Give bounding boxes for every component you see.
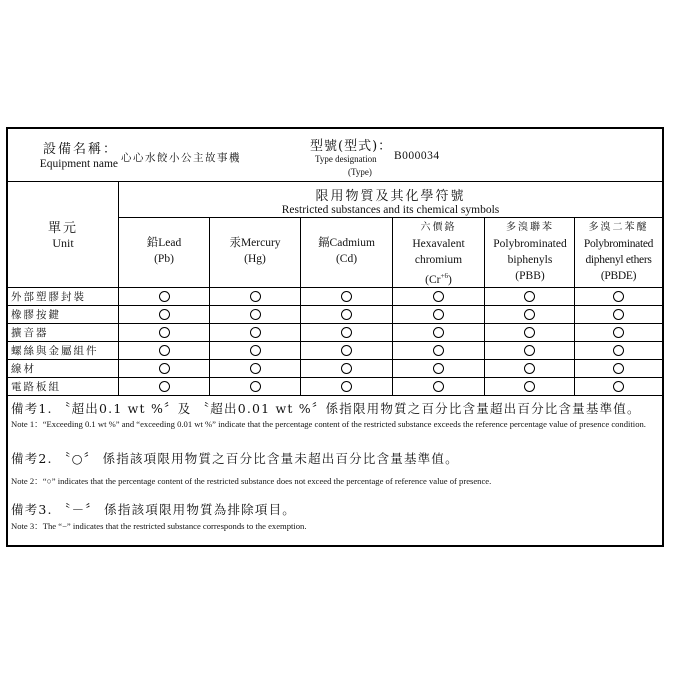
circle-icon (524, 309, 535, 320)
compliance-cell (485, 360, 574, 377)
compliance-cell (210, 306, 300, 323)
circle-icon (613, 363, 624, 374)
circle-icon (341, 291, 352, 302)
row-unit-label: 線材 (11, 362, 36, 375)
unit-header-en: Unit (52, 236, 74, 250)
note-1-en: Note 1：“Exceeding 0.1 wt %” and “exceeding 0.01 wt %” indicate that the percentage content of the restricted substance exceeds the reference percentage value of presence condition. (11, 419, 646, 429)
column-header-hexavalent-chromium (393, 220, 484, 288)
compliance-cell (119, 378, 209, 395)
type-label-en-sub: (Type) (348, 167, 372, 177)
column-header-mercury (210, 235, 300, 267)
column-header-line: 鎘Cadmium (318, 237, 375, 249)
compliance-cell (393, 342, 484, 359)
compliance-cell (575, 306, 662, 323)
compliance-cell (210, 324, 300, 341)
circle-icon (613, 327, 624, 338)
compliance-cell (393, 324, 484, 341)
column-header-line: (Hg) (244, 253, 266, 265)
row-unit-label: 螺絲與金屬組件 (11, 344, 99, 357)
substances-header-en: Restricted substances and its chemical symbols (281, 204, 500, 216)
circle-icon (524, 327, 535, 338)
column-header-pbde (575, 220, 662, 284)
type-label-zh: 型號(型式)： (310, 139, 393, 154)
compliance-cell (485, 288, 574, 305)
substances-header-zh: 限用物質及其化學符號 (315, 189, 466, 204)
compliance-cell (575, 342, 662, 359)
column-header-line: (PBB) (515, 270, 545, 282)
circle-icon (159, 327, 170, 338)
compliance-cell (301, 324, 392, 341)
circle-icon (613, 381, 624, 392)
compliance-cell (301, 306, 392, 323)
unit-header-zh: 單元 (47, 221, 78, 236)
circle-icon (159, 309, 170, 320)
type-label-en: Type designation (315, 154, 377, 164)
row-unit-label: 橡膠按鍵 (11, 308, 61, 321)
circle-icon (433, 363, 444, 374)
column-header-line: 汞Mercury (229, 237, 281, 249)
compliance-cell (393, 360, 484, 377)
column-header-lead (119, 235, 209, 267)
column-header-cadmium (301, 235, 392, 267)
note-3-en: Note 3：The “−” indicates that the restricted substance corresponds to the exemption. (11, 521, 307, 531)
compliance-cell (301, 342, 392, 359)
column-header-pbb (485, 220, 575, 284)
compliance-cell (485, 306, 574, 323)
column-header-line (393, 268, 484, 288)
column-header-line: biphenyls (507, 254, 553, 266)
circle-icon (341, 327, 352, 338)
circle-icon (159, 345, 170, 356)
divider (8, 181, 662, 182)
column-header-line: Polybrominated (493, 238, 567, 250)
circle-icon (341, 363, 352, 374)
compliance-cell (575, 360, 662, 377)
row-unit-label: 電路板組 (11, 380, 61, 393)
note-2-zh: 備考2. 〝○〞 係指該項限用物質之百分比含量未超出百分比含量基準值。 (11, 451, 459, 466)
circle-icon (524, 345, 535, 356)
compliance-cell (210, 288, 300, 305)
circle-icon (433, 381, 444, 392)
compliance-cell (119, 342, 209, 359)
row-unit-label: 外部塑膠封裝 (11, 290, 86, 303)
compliance-cell (119, 324, 209, 341)
column-header-line: chromium (414, 254, 463, 266)
column-header-line: Hexavalent (412, 238, 465, 250)
column-header-line: (PBDE) (600, 270, 637, 282)
compliance-cell (210, 360, 300, 377)
equipment-name-value: 心心水餃小公主故事機 (121, 152, 241, 164)
column-header-line: 六價鉻 (420, 222, 457, 233)
compliance-cell (393, 288, 484, 305)
circle-icon (250, 327, 261, 338)
circle-icon (613, 309, 624, 320)
equipment-label-zh: 設備名稱： (42, 142, 118, 157)
note-3-zh: 備考3. 〝－〞 係指該項限用物質為排除項目。 (11, 502, 296, 517)
circle-icon (613, 291, 624, 302)
compliance-cell (119, 306, 209, 323)
compliance-cell (119, 360, 209, 377)
column-header-line: (Pb) (154, 253, 174, 265)
column-header-line: 多溴二苯醚 (588, 222, 649, 233)
circle-icon (341, 381, 352, 392)
compliance-cell (210, 378, 300, 395)
chromium-symbol: $(Cr^{+6})$ (425, 272, 452, 286)
compliance-cell (393, 306, 484, 323)
circle-icon (433, 291, 444, 302)
circle-icon (250, 291, 261, 302)
divider (118, 287, 119, 395)
compliance-cell (393, 378, 484, 395)
compliance-cell (575, 324, 662, 341)
compliance-cell (575, 288, 662, 305)
compliance-cell (575, 378, 662, 395)
compliance-cell (485, 342, 574, 359)
circle-icon (250, 363, 261, 374)
circle-icon (433, 327, 444, 338)
compliance-cell (210, 342, 300, 359)
rohs-declaration-table (6, 127, 664, 547)
column-header-line: 多溴聯苯 (506, 222, 554, 233)
circle-icon (433, 309, 444, 320)
circle-icon (613, 345, 624, 356)
circle-icon (159, 363, 170, 374)
compliance-cell (485, 378, 574, 395)
circle-icon (524, 381, 535, 392)
circle-icon (159, 381, 170, 392)
divider (118, 217, 662, 218)
note-2-en: Note 2：“○” indicates that the percentage content of the restricted substance does not exceed the percentage of reference value of presence. (11, 476, 492, 486)
column-header-line: 鉛Lead (146, 237, 182, 249)
column-header-line: (Cd) (335, 253, 358, 265)
note-1-zh: 備考1. 〝超出0.1 wt %〞及 〝超出0.01 wt %〞係指限用物質之百分比含量超出百分比含量基準值。 (11, 401, 641, 416)
circle-icon (524, 363, 535, 374)
compliance-cell (119, 288, 209, 305)
circle-icon (433, 345, 444, 356)
circle-icon (250, 381, 261, 392)
circle-icon (524, 291, 535, 302)
circle-icon (159, 291, 170, 302)
compliance-cell (301, 288, 392, 305)
column-header-line: diphenyl ethers (585, 254, 652, 266)
circle-icon (250, 345, 261, 356)
compliance-cell (485, 324, 574, 341)
circle-icon (250, 309, 261, 320)
divider (8, 395, 662, 396)
equipment-label-en: Equipment name (39, 158, 118, 170)
superscript: +6 (440, 272, 448, 280)
circle-icon (341, 345, 352, 356)
column-header-line: Polybrominated (583, 238, 654, 250)
row-unit-label: 擴音器 (11, 326, 49, 339)
type-designation-value: B000034 (394, 150, 440, 162)
compliance-cell (301, 360, 392, 377)
circle-icon (341, 309, 352, 320)
compliance-cell (301, 378, 392, 395)
